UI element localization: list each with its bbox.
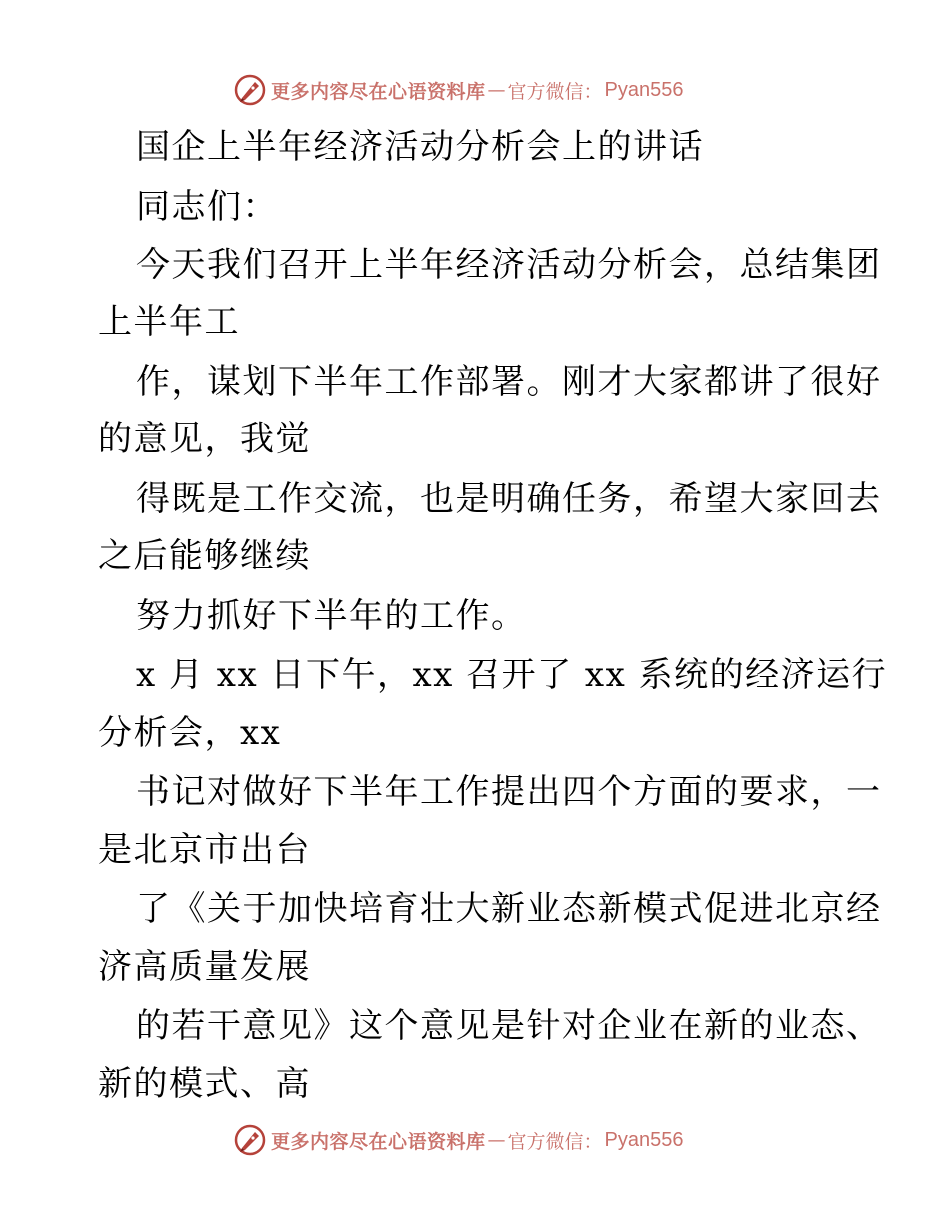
paragraph-line: 济高质量发展 (98, 947, 311, 987)
banner-brand-text: 更多内容尽在心语资料库 (271, 1130, 486, 1153)
paragraph-line: x 月 xx 日下午，xx 召开了 xx 系统的经济运行 (136, 655, 888, 695)
paragraph-line: 上半年工 (98, 302, 240, 342)
banner-dash: — (487, 79, 506, 101)
banner-dash: — (487, 1129, 506, 1151)
banner-wechat-handle: Pyan556 (604, 1128, 684, 1151)
fountain-pen-icon (233, 73, 267, 107)
paragraph-line: 得既是工作交流，也是明确任务，希望大家回去 (136, 479, 882, 519)
banner-wechat-label: 官方微信： (507, 1130, 603, 1153)
paragraph-line: 之后能够继续 (98, 536, 311, 576)
paragraph-line: 努力抓好下半年的工作。 (136, 596, 527, 636)
footer-banner (233, 1122, 684, 1158)
header-banner (233, 72, 684, 108)
banner-brand-text: 更多内容尽在心语资料库 (271, 80, 486, 103)
paragraph-line: 今天我们召开上半年经济活动分析会，总结集团 (136, 245, 882, 285)
banner-wechat-handle: Pyan556 (604, 78, 684, 101)
salutation: 同志们： (136, 187, 278, 227)
paragraph-line: 作，谋划下半年工作部署。刚才大家都讲了很好 (136, 362, 882, 402)
document-title: 国企上半年经济活动分析会上的讲话 (136, 127, 704, 167)
paragraph-line: 分析会，xx (98, 713, 282, 753)
fountain-pen-icon (233, 1123, 267, 1157)
paragraph-line: 的若干意见》这个意见是针对企业在新的业态、 (136, 1006, 882, 1046)
paragraph-line: 新的模式、高 (98, 1064, 311, 1104)
paragraph-line: 的意见，我觉 (98, 419, 311, 459)
paragraph-line: 是北京市出台 (98, 830, 311, 870)
banner-wechat-label: 官方微信： (507, 80, 603, 103)
paragraph-line: 了《关于加快培育壮大新业态新模式促进北京经 (136, 889, 882, 929)
paragraph-line: 书记对做好下半年工作提出四个方面的要求，一 (136, 772, 882, 812)
